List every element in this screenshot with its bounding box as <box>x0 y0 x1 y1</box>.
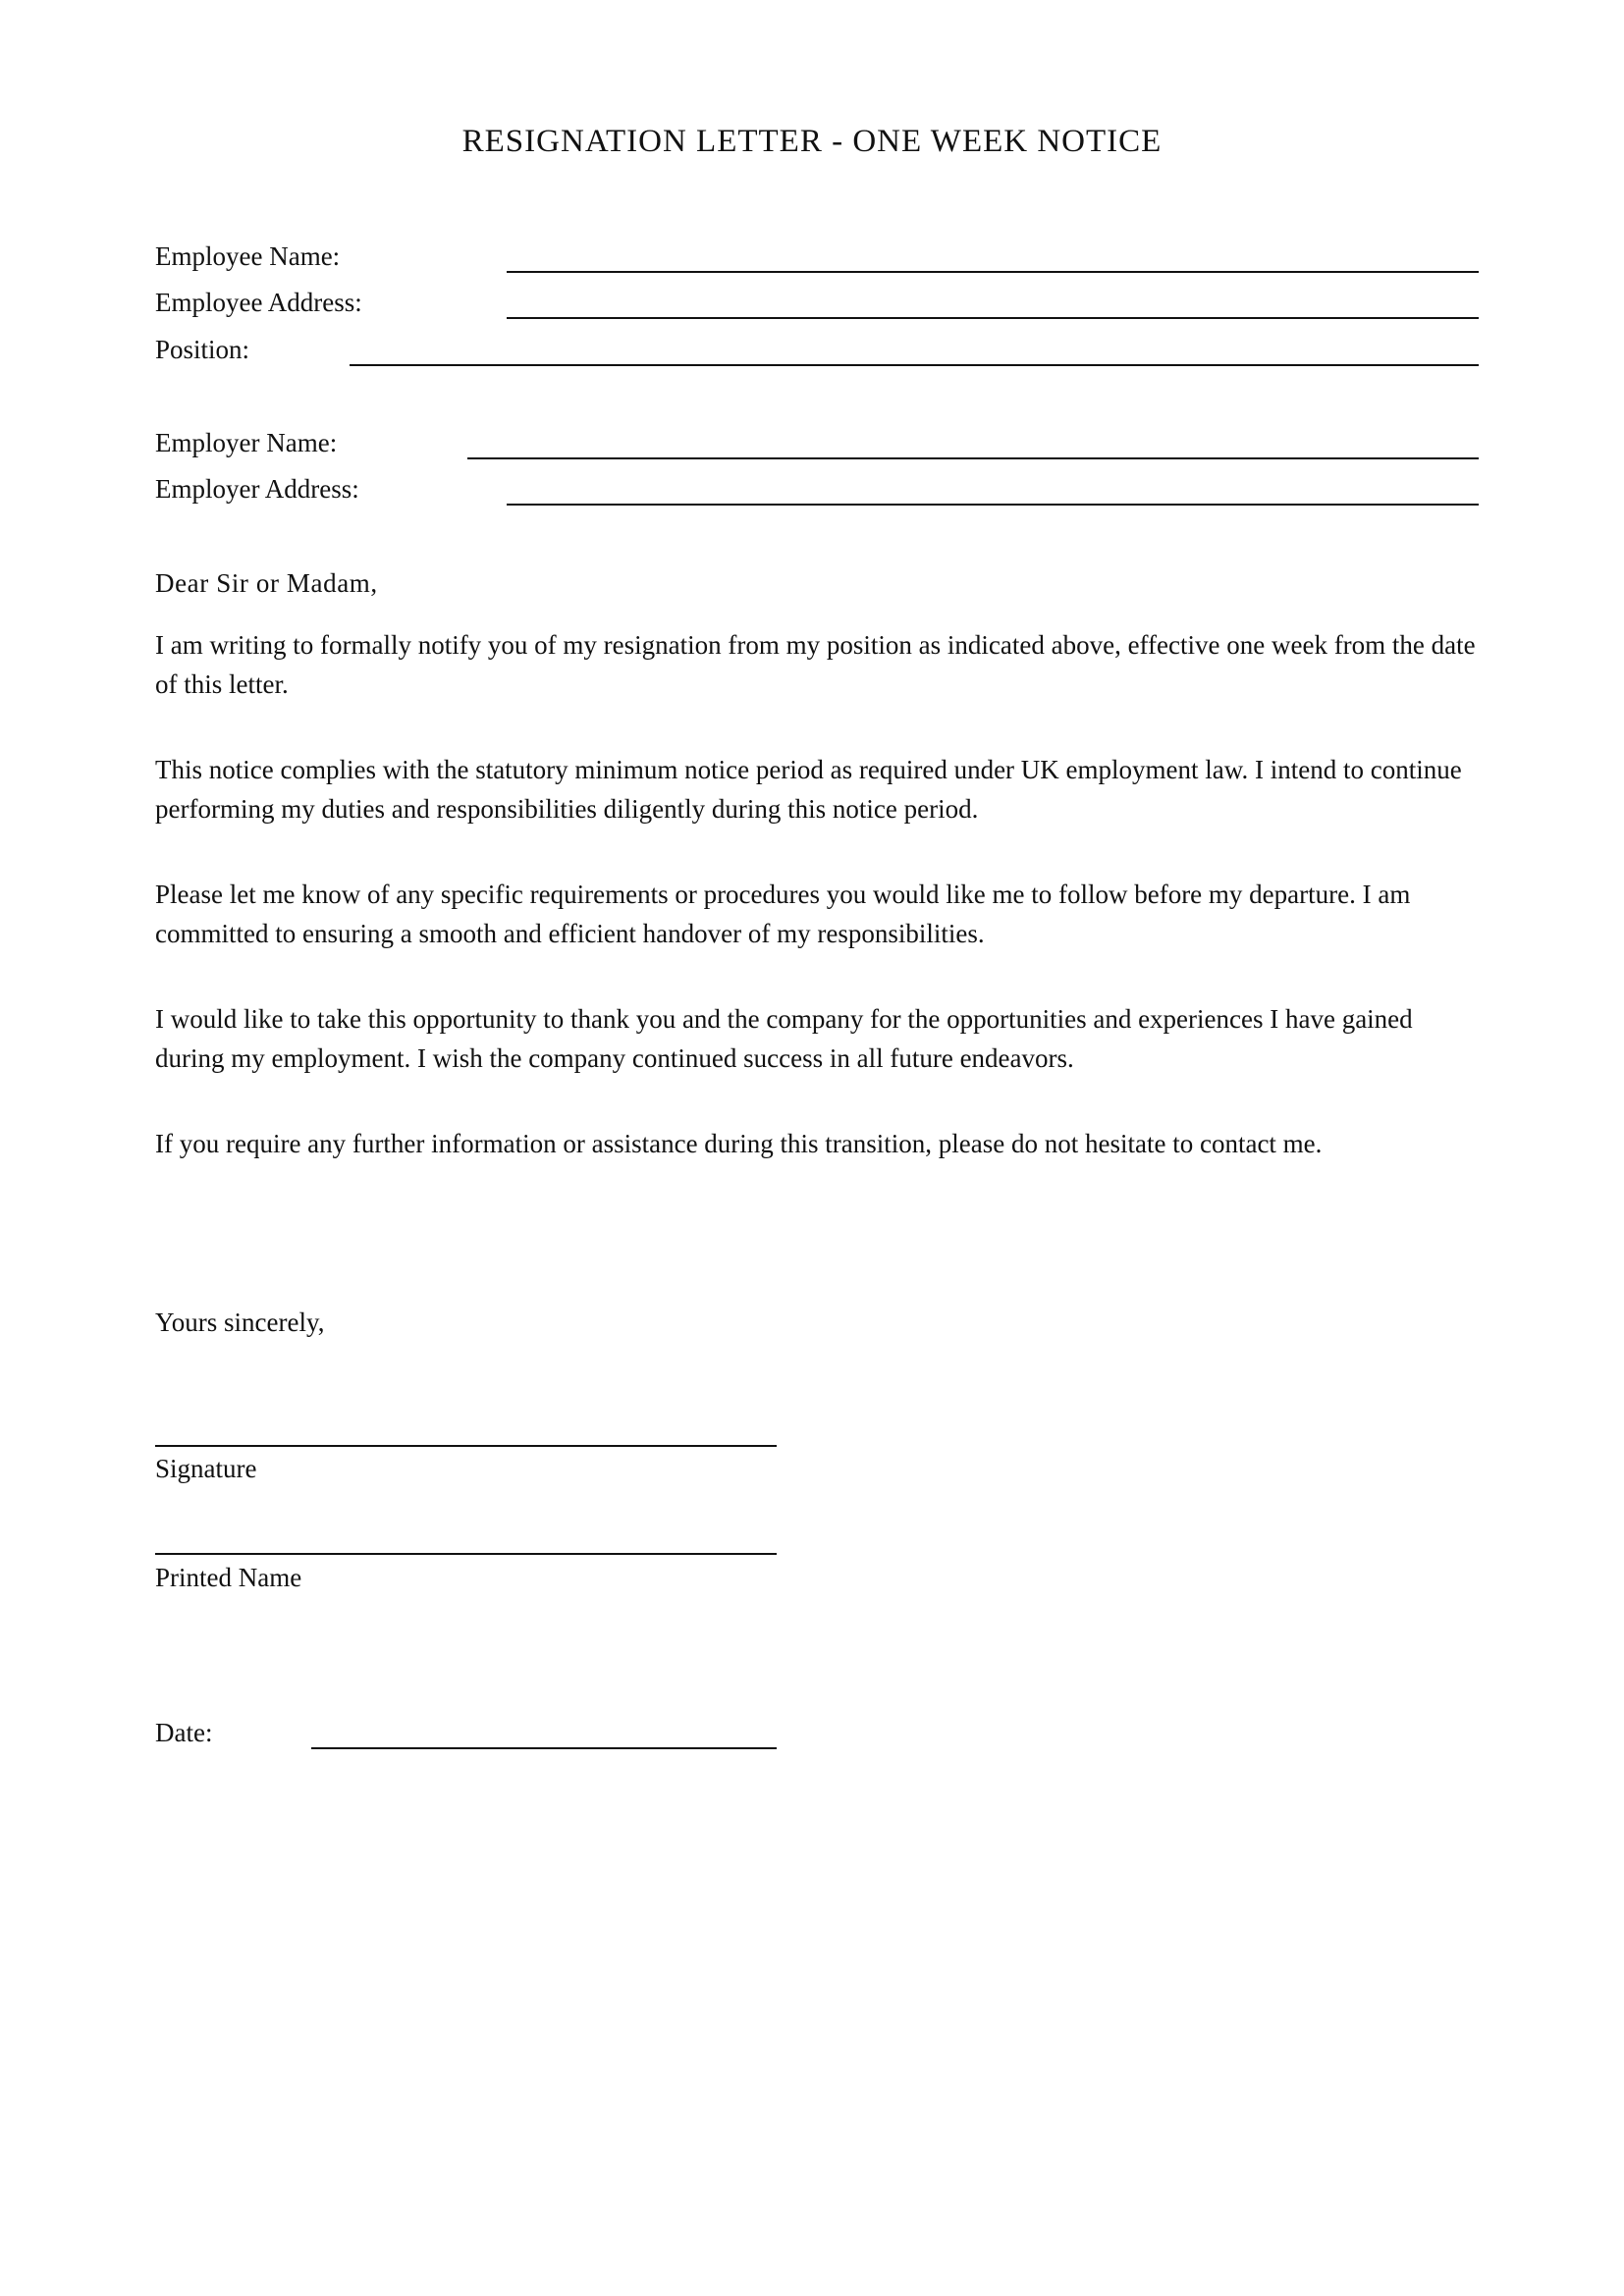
employee-address-label: Employee Address: <box>155 288 362 317</box>
employee-address-field[interactable] <box>507 317 1479 319</box>
date-label: Date: <box>155 1718 213 1747</box>
body-paragraph: This notice complies with the statutory minimum notice period as required under UK employment law. I intend to continue performing my duties and responsibilities diligently during this notice period. <box>155 755 1462 824</box>
body-paragraph: If you require any further information or assistance during this transition, please do not hesitate to contact me. <box>155 1129 1323 1158</box>
employee-name-field[interactable] <box>507 271 1479 273</box>
position-label: Position: <box>155 335 250 364</box>
document-title: RESIGNATION LETTER - ONE WEEK NOTICE <box>461 124 1163 159</box>
body-paragraph: I would like to take this opportunity to thank you and the company for the opportunities and experiences I have gained during my employment. I wish the company continued success in all future endeavors. <box>155 1004 1413 1073</box>
printed-name-field[interactable] <box>155 1553 777 1555</box>
employer-name-field[interactable] <box>467 457 1479 459</box>
signature-label: Signature <box>155 1454 257 1483</box>
signature-field[interactable] <box>155 1445 777 1447</box>
employer-name-label: Employer Name: <box>155 428 338 457</box>
employer-address-label: Employer Address: <box>155 474 359 504</box>
salutation: Dear Sir or Madam, <box>155 568 378 598</box>
body-paragraph: I am writing to formally notify you of my resignation from my position as indicated above, effective one week from the date of this letter. <box>155 630 1476 699</box>
position-field[interactable] <box>350 364 1479 366</box>
date-field[interactable] <box>311 1747 777 1749</box>
closing: Yours sincerely, <box>155 1308 325 1337</box>
printed-name-label: Printed Name <box>155 1563 302 1592</box>
employer-address-field[interactable] <box>507 504 1479 506</box>
body-paragraph: Please let me know of any specific requirements or procedures you would like me to follow before my departure. I am committed to ensuring a smooth and efficient handover of my responsibilities. <box>155 880 1411 948</box>
employee-name-label: Employee Name: <box>155 241 341 271</box>
